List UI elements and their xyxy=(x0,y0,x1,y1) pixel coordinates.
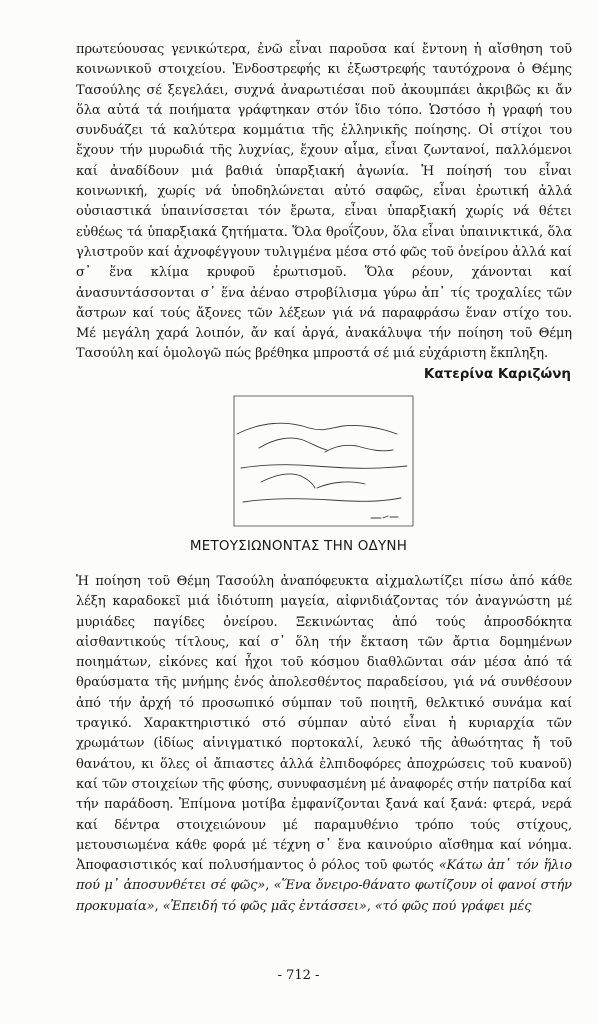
page-number: - 712 - xyxy=(277,968,320,983)
section-title: ΜΕΤΟΥΣΙΩΝΟΝΤΑΣ ΤΗΝ ΟΔΥΝΗ xyxy=(189,538,408,554)
separator: , xyxy=(366,898,375,914)
quotation: «Κάτω ἀπ᾽ τόν ἥλιο πού μ᾽ ἀποσυνθέτει σέ φῶς» xyxy=(76,858,572,894)
paragraph-text xyxy=(76,572,572,917)
separator: , xyxy=(265,878,274,894)
paragraph-text-main: Ἡ ποίηση τοῦ Θέμη Τασούλη ἀναπόφευκτα αἰχμαλωτίζει πίσω ἀπό κάθε λέξη καραδοκεῖ μιά ἰδιότυπη μαγεία, αἰφνιδιάζοντας τόν ἀναγνώστη μέ μυριάδες παγίδες ὀνείρου. Ξεκινώντας ἀπό τούς ἀπροσδόκητα αἰσθαντικούς τίτλους, καί σ᾽ ὅλη τήν ἔκταση τῶν ἄρτια δομημένων ποιημάτων, εἰκόνες καί ἦχοι τοῦ κόσμου διαθλῶνται σάν μέσα ἀπό τά θραύσματα τῆς μνήμης ἑνός ἀπολεσθέντος παραδείσου, γιά νά συνθέσουν ἀπό τήν ἀρχή τό προσωπικό σύμπαν τοῦ ποιητῆ, θελκτικό συνάμα καί τραγικό. Χαρακτηριστικό στό σύμπαν αὐτό εἶναι ἡ κυριαρχία τῶν χρωμάτων (ἰδίως αἰνιγματικό πορτοκαλί, λευκό τῆς ἀθωότητας ἤ τοῦ θανάτου, κι ὅλες οἱ ἄπιαστες ἀλλά ἐλπιδοφόρες ἀποχρώσεις τοῦ κυανοῦ) καί τῶν στοιχείων τῆς φύσης, συνυφασμένη μέ ἀναφορές στήν πατρίδα καί τήν παράδοση. Ἐπίμονα μοτίβα ἐμφανίζονται ξανά καί ξανά: φτερά, νερά καί δέντρα στοιχειώνουν μέ παραμυθένιο τρόπο τούς στίχους, μετουσιωμένα κάθε φορά μέ τέχνη σ᾽ ἕνα καινούριο αἴσθημα καί νόημα. Ἀποφασιστικός καί πολυσήμαντος ὁ ρόλος τοῦ φωτός xyxy=(76,574,572,874)
author-signature: Κατερίνα Καριζώνη xyxy=(423,366,571,382)
quotation: «Ἕνα ὄνειρο-θάνατο φωτίζουν οἱ φανοί στήν προκυμαία» xyxy=(76,878,572,914)
body-paragraph-2 xyxy=(76,572,572,917)
body-paragraph-1 xyxy=(76,40,572,365)
landscape-sketch-illustration xyxy=(231,392,416,528)
paragraph-text: πρωτεύουσας γενικώτερα, ἐνῶ εἶναι παροῦσα καί ἔντονη ἡ αἴσθηση τοῦ κοινωνικοῦ στοιχείου. Ἐνδοστρεφής κι ἐξωστρεφής ταυτόχρονα ὁ Θέμης Τασούλης σέ ξεγελάει, συχνά ἀναρωτιέσαι ποῦ ἀκουμπάει ἀκριβῶς κι ἄν ὅλα αὐτά τά ποιήματα γράφτηκαν στόν ἴδιο τόπο. Ὡστόσο ἡ γραφή του συνδυάζει τά καλύτερα κομμάτια τῆς ἑλληνικῆς ποίησης. Οἱ στίχοι του ἔχουν τήν μυρωδιά τῆς λυχνίας, ἔχουν αἷμα, εἶναι ζωντανοί, παλλόμενοι καί ἀναδίδουν μιά βαθιά ὑπαρξιακή ἀγωνία. Ἡ ποίησή του εἶναι κοινωνική, χωρίς νά ὑποδηλώνεται αὐτό σαφῶς, εἶναι ἐρωτική ἀλλά οὐσιαστικά ὑπαινίσσεται τόν ἔρωτα, εἶναι ὑπαρξιακή χωρίς νά θέτει εὐθέως τά ὑπαρξιακά ζητήματα. Ὅλα θροΐζουν, ὅλα εἶναι ὑπαινικτικά, ὅλα γλιστροῦν καί ἀχνοφέγγουν τυλιγμένα μέσα στό φῶς τοῦ ὀνείρου ἀλλά καί σ᾽ ἕνα κλίμα κρυφοῦ ἐρωτισμοῦ. Ὅλα ρέουν, χάνονται καί ἀνασυντάσσονται σ᾽ ἕνα ἀέναο στροβίλισμα γύρω ἀπ᾽ τίς τροχαλίες τῶν ἄστρων καί τούς ἄξονες τῶν λέξεων γιά νά παραφράσω ἕναν στίχο του. Μέ μεγάλη χαρά λοιπόν, ἄν καί ἀργά, ἀνακάλυψα τήν ποίηση τοῦ Θέμη Τασούλη καί ὁμολογῶ πώς βρέθηκα μπροστά σέ μιά εὐχάριστη ἔκπληξη. xyxy=(76,42,572,362)
quotation: «Ἐπειδή τό φῶς μᾶς ἐντάσσει» xyxy=(162,898,367,914)
separator: , xyxy=(154,898,163,914)
quotation: «τό φῶς πού γράφει μές xyxy=(374,898,532,914)
